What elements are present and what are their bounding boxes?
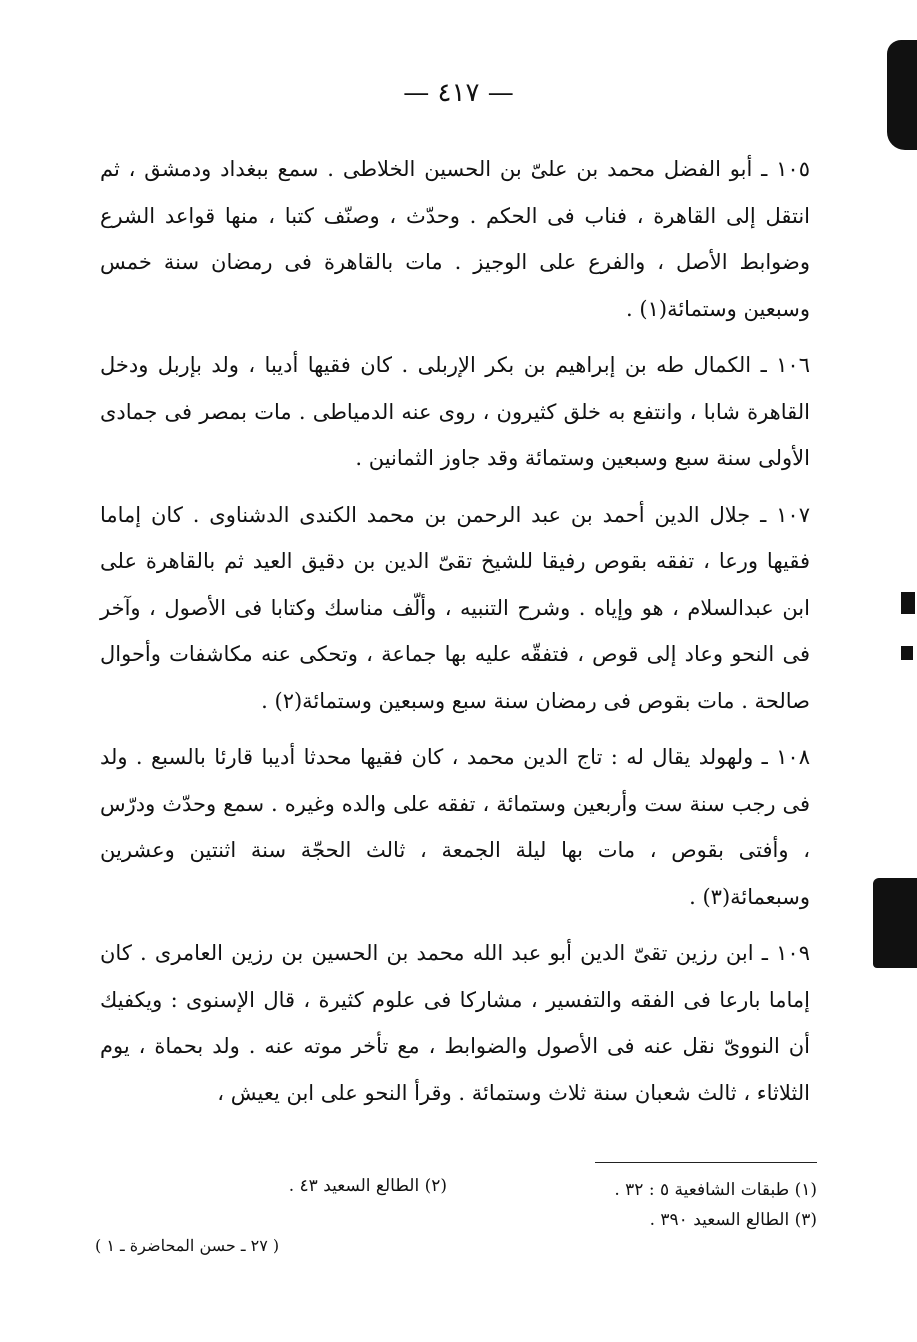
footnote-2: (٢) الطالع السعيد ٤٣ . xyxy=(288,1176,447,1196)
footnote-1: (١) طبقات الشافعية ٥ : ٣٢ . xyxy=(614,1180,817,1200)
footnote-divider xyxy=(595,1162,817,1163)
footnote-3: (٣) الطالع السعيد ٣٩٠ . xyxy=(649,1210,817,1230)
biography-entry-105: ١٠٥ ـ أبو الفضل محمد بن علىّ بن الحسين الخلاطى . سمع ببغداد ودمشق ، ثم انتقل إلى القاهرة ، فناب فى الحكم . وحدّث ، وصنّف كتبا ، منها قواعد الشرع وضوابط الأصل ، والفرع على الوجيز . مات بالقاهرة فى رمضان سنة خمس وسبعين وستمائة(١) . xyxy=(100,157,810,321)
biography-entry-107: ١٠٧ ـ جلال الدين أحمد بن عبد الرحمن بن محمد الكندى الدشناوى . كان إماما فقيها ورعا ، تفقه بقوص رفيقا للشيخ تقىّ الدين بن دقيق العيد ثم بالقاهرة على ابن عبدالسلام ، هو وإياه . وشرح التنبيه ، وألّف مناسك وكتابا فى الأصول ، وآخر فى النحو وعاد إلى قوص ، فتفقّه عليه بها جماعة ، وتحكى عنه مكاشفات وأحوال صالحة . مات بقوص فى رمضان سنة سبع وسبعين وستمائة(٢) . xyxy=(100,502,810,713)
printer-signature: ( ٢٧ ـ حسن المحاضرة ـ ١ ) xyxy=(95,1236,280,1255)
scan-edge-mark xyxy=(901,646,913,660)
biography-entry-108: ١٠٨ ـ ولهولد يقال له : تاج الدين محمد ، كان فقيها محدثا أديبا قارئا بالسبع . ولد فى رجب سنة ست وأربعين وستمائة ، تفقه على والده وغيره . سمع وحدّث ودرّس ، وأفتى بقوص ، مات بها ليلة الجمعة ، ثالث الحجّة سنة اثنتين وعشرين وسبعمائة(٣) . xyxy=(100,745,810,909)
biography-entry-106: ١٠٦ ـ الكمال طه بن إبراهيم بن بكر الإربلى . كان فقيها أديبا ، ولد بإربل ودخل القاهرة شابا ، وانتفع به خلق كثيرون ، روى عنه الدمياطى . مات بمصر فى جمادى الأولى سنة سبع وسبعين وستمائة وقد جاوز الثمانين . xyxy=(100,353,810,470)
scan-edge-mark xyxy=(901,592,915,614)
page-number: — ٤١٧ — xyxy=(403,78,514,108)
biography-entry-109: ١٠٩ ـ ابن رزين تقىّ الدين أبو عبد الله محمد بن الحسين بن رزين العامرى . كان إماما بارعا فى الفقه والتفسير ، مشاركا فى علوم كثيرة ، قال الإسنوى : ويكفيك أن النووىّ نقل عنه فى الأصول والضوابط ، مع تأخر موته عنه . ولد بحماة ، يوم الثلاثاء ، ثالث شعبان سنة ثلاث وستمائة . وقرأ النحو على ابن يعيش ، xyxy=(100,941,810,1105)
main-text xyxy=(100,146,810,1116)
scan-edge-mark xyxy=(873,878,917,968)
